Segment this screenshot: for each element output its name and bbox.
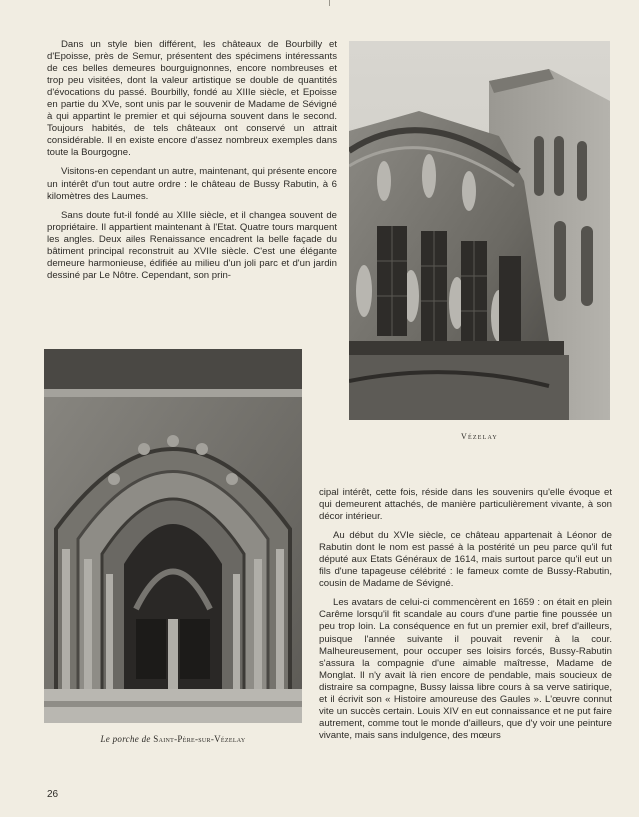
page-number: 26 (47, 789, 59, 800)
paragraph: cipal intérêt, cette fois, réside dans les souvenirs qu'elle évoque et qui demeurent attachés, de manière particulièrement vivante, à son décor intérieur. (319, 487, 612, 523)
paragraph: Au début du XVIe siècle, ce château appartenait à Léonor de Rabutin dont le nom est passé à la postérité un peu parce qu'il fut député aux Etats Généraux de 1614, mais surtout parce qu'il eut un fils d'une tapageuse célébrité : le fameux comte de Bussy-Rabutin, cousin de Madame de Sévigné. (319, 530, 612, 590)
caption-place: Saint-Père-sur-Vézelay (153, 734, 246, 744)
vezelay-basilica-photo (349, 41, 610, 420)
saint-pere-porch-photo (44, 349, 302, 723)
paragraph: Visitons-en cependant un autre, maintenant, qui présente encore un intérêt d'un tout autre ordre : le château de Bussy Rabutin, à 6 kilomètres des Laumes. (47, 166, 337, 202)
text-column-right (319, 487, 612, 749)
caption-text: Vézelay (461, 432, 498, 441)
vezelay-illustration (349, 41, 610, 420)
fold-mark (329, 0, 330, 6)
porch-caption (44, 734, 302, 744)
text-column-left (47, 39, 337, 289)
vezelay-caption (349, 432, 610, 441)
paragraph: Sans doute fut-il fondé au XIIIe siècle, et il changea souvent de propriétaire. Il appartient maintenant à l'Etat. Quatre tours marquent les angles. Deux ailes Renaissance encadrent la belle façade du bâtiment principal reconstruit au XVIIe siècle. C'est une élégante demeure harmonieuse, édifiée au milieu d'un joli parc et d'un jardin dessiné par Le Nôtre. Cependant, son prin- (47, 209, 337, 281)
porch-illustration (44, 349, 302, 723)
paragraph: Les avatars de celui-ci commencèrent en 1659 : on était en plein Carême lorsqu'il fit scandale au cours d'une partie fine poussée un peu trop loin. La conséquence en fut un premier exil, bref d'ailleurs, puisque l'année suivante il pouvait revenir à la cour. Malheureusement, pour occuper ses loisirs forcés, Bussy-Rabutin s'assura la compagnie d'une aimable maîtresse, Madame de Monglat. Il n'y avait là rien encore de pendable, mais soucieux de distraire sa compagne, Bussy laissa libre cours à sa verve satirique, et il écrivit son « Histoire amoureuse des Gaules ». L'œuvre connut vite un succès certain. Louis XIV en eut connaissance et ne put faire autrement, comme tout le monde d'ailleurs, que d'y voir une peinture vivante, mais sans indulgence, des mœurs (319, 597, 612, 741)
paragraph: Dans un style bien différent, les châteaux de Bourbilly et d'Epoisse, près de Semur, présentent des spécimens intéressants de ces belles demeures bourguignonnes, encore nombreuses et trop peu visitées, dont la valeur artistique se double de quantités d'évocations du passé. Bourbilly, fondé au XIIIe siècle, et Epoisse en partie du XVe, sont unis par le souvenir de Madame de Sévigné à qui appartint le premier et qui séjourna souvent dans le second. Toujours habités, de tels châteaux ont conservé un attrait considérable. Il en existe encore d'assez nombreux exemples dans toute la Bourgogne. (47, 39, 337, 159)
caption-prefix: Le porche de (100, 734, 151, 744)
